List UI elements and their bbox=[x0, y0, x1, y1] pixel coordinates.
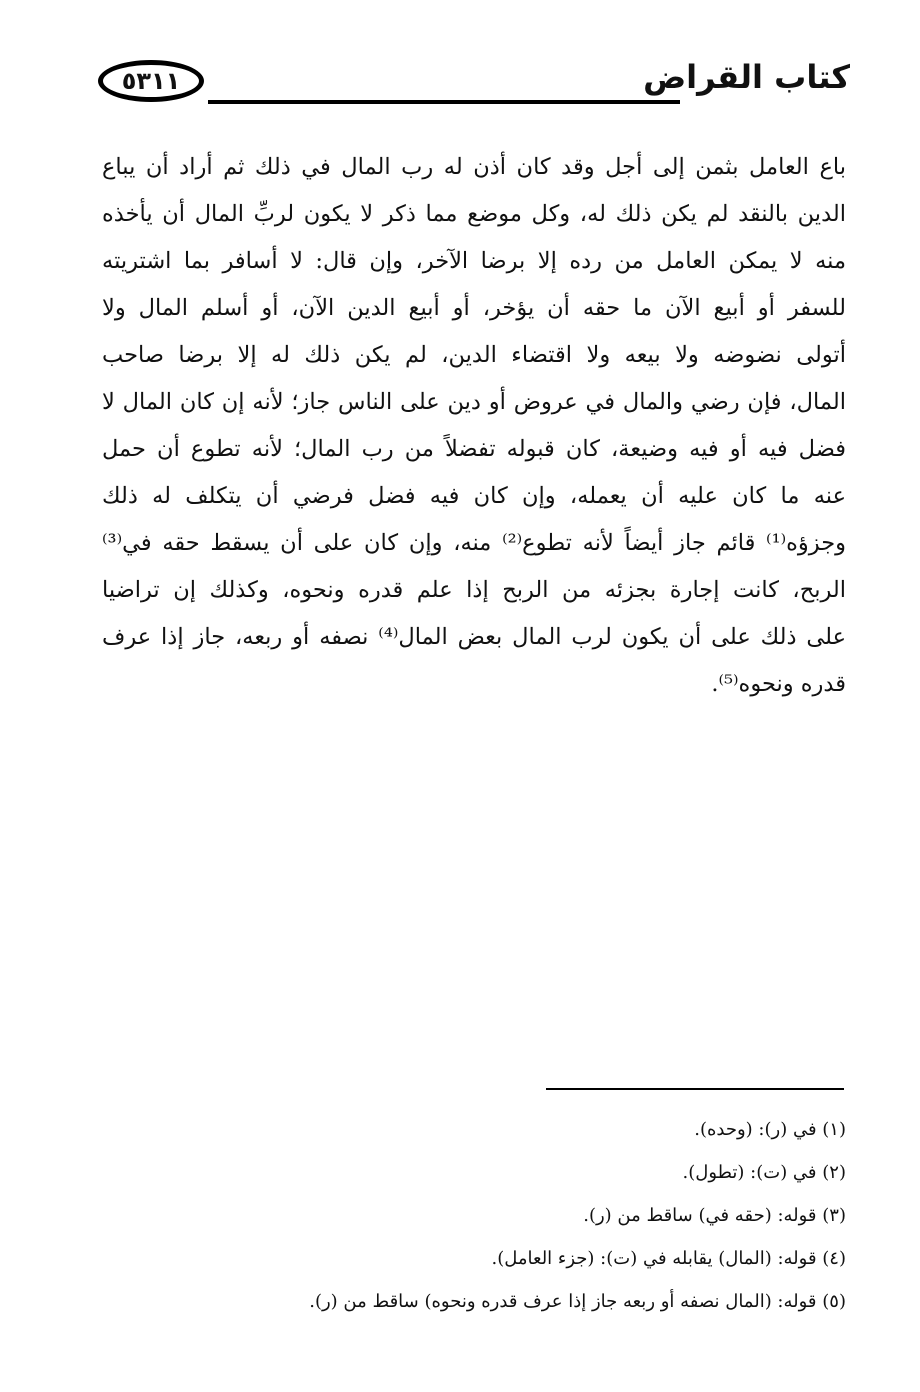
body-line: المال، فإن رضي والمال في عروض أو دين على الناس جاز؛ لأنه إن كان المال لا bbox=[102, 389, 846, 415]
page-header bbox=[98, 38, 850, 118]
footnotes bbox=[200, 1108, 846, 1323]
page-number-frame bbox=[98, 60, 204, 102]
body-line: باع العامل بثمن إلى أجل وقد كان أذن له رب المال في ذلك ثم أراد أن يباع bbox=[102, 154, 846, 180]
body-line: عنه ما كان عليه أن يعمله، وإن كان فيه فضل فرضي أن يتكلف له ذلك bbox=[102, 483, 846, 509]
footnote-2: (٢) في (ت): (تطول). bbox=[682, 1162, 846, 1183]
body-text bbox=[102, 144, 846, 708]
body-line: على ذلك على أن يكون لرب المال بعض المال⁽⁴⁾ نصفه أو ربعه، جاز إذا عرف bbox=[102, 624, 846, 650]
body-line: منه لا يمكن العامل من رده إلا برضا الآخر، وإن قال: لا أسافر بما اشتريته bbox=[102, 248, 846, 274]
body-line: قدره ونحوه⁽⁵⁾. bbox=[711, 671, 846, 697]
footnote-5: (٥) قوله: (المال نصفه أو ربعه جاز إذا عرف قدره ونحوه) ساقط من (ر). bbox=[309, 1291, 846, 1312]
body-line: أتولى نضوضه ولا بيعه ولا اقتضاء الدين، لم يكن ذلك له إلا برضا صاحب bbox=[102, 342, 846, 368]
body-line: الدين بالنقد لم يكن ذلك له، وكل موضع مما ذكر لا يكون لربِّ المال أن يأخذه bbox=[102, 201, 846, 227]
footnote-4: (٤) قوله: (المال) يقابله في (ت): (جزء العامل). bbox=[491, 1248, 846, 1269]
header-rule bbox=[208, 100, 680, 104]
footnote-3: (٣) قوله: (حقه في) ساقط من (ر). bbox=[583, 1205, 846, 1226]
body-line: وجزؤه⁽¹⁾ قائم جاز أيضاً لأنه تطوع⁽²⁾ منه، وإن كان على أن يسقط حقه في⁽³⁾ bbox=[102, 530, 846, 556]
footnote-1: (١) في (ر): (وحده). bbox=[694, 1119, 846, 1140]
body-line: للسفر أو أبيع الآن ما حقه أن يؤخر، أو أبيع الدين الآن، أو أسلم المال ولا bbox=[102, 295, 846, 321]
book-title: كتاب القراض bbox=[643, 58, 850, 96]
page-number: ٥٣١١ bbox=[121, 67, 181, 95]
body-line: فضل فيه أو فيه وضيعة، كان قبوله تفضلاً من رب المال؛ لأنه تطوع أن حمل bbox=[102, 436, 846, 462]
body-line: الربح، كانت إجارة بجزئه من الربح إذا علم قدره ونحوه، وكذلك إن تراضيا bbox=[102, 577, 846, 603]
footnote-separator bbox=[546, 1088, 844, 1090]
